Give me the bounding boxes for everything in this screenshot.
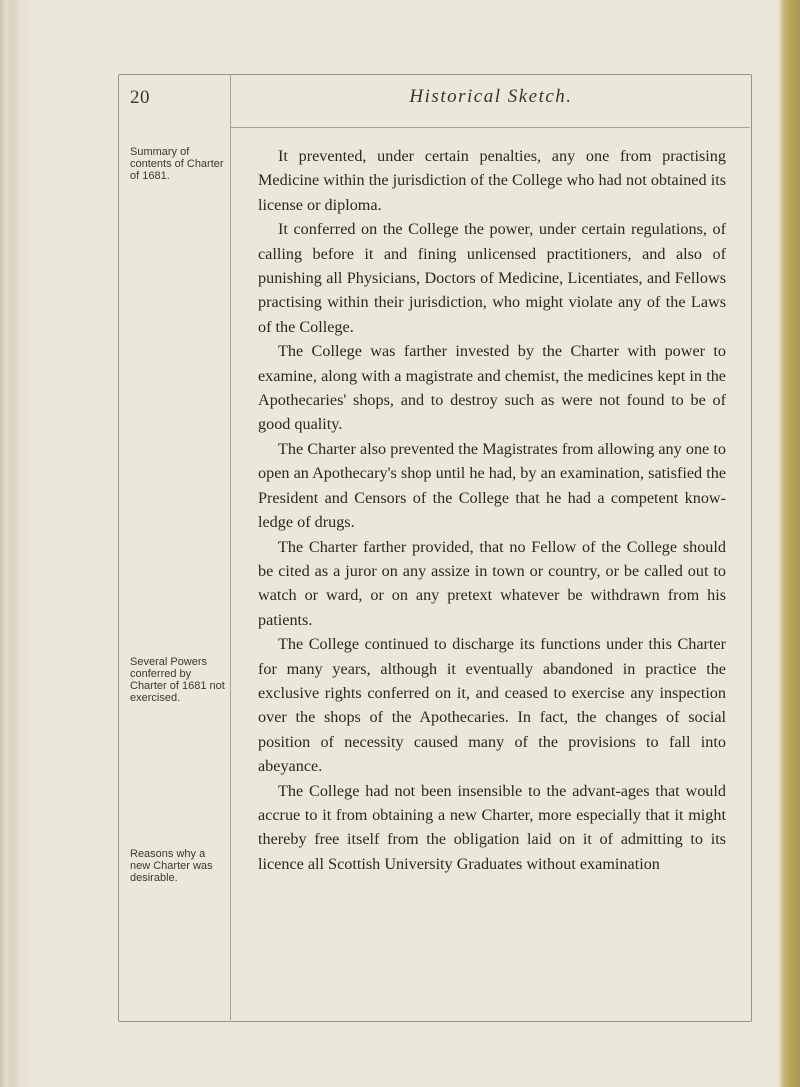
page-right-edge	[778, 0, 800, 1087]
paragraph-apothecary-shop: The Charter also prevented the Magistrates from allowing any one to open an Apothecary's shop until he had, by an examination, satisfied the President and Censors of the College that he had a competent know-ledge of drugs.	[258, 439, 726, 532]
paragraph-functions-abeyance: The College continued to discharge its functions under this Charter for many years, although it eventually abandoned in practice the exclusive rights conferred on it, and ceased to exercise any inspection over the shops of the Apothecaries. In fact, the changes of social position of necessity caused many of the provisions to fall into abeyance.	[258, 635, 726, 776]
sidenote-several-powers: Several Powers conferred by Charter of 1681 not exercised.	[130, 656, 225, 704]
sidenote-reasons: Reasons why a new Charter was desirable.	[130, 848, 213, 884]
sidenote-summary: Summary of contents of Charter of 1681.	[130, 146, 224, 182]
header-rule	[230, 127, 750, 128]
body-text	[258, 144, 726, 876]
paragraph-examine-medicines: The College was farther invested by the Charter with power to examine, along with a magistrate and chemist, the medicines kept in the Apothecaries' shops, and to destroy such as were not found to be of good quality.	[258, 342, 726, 434]
margin-column-rule	[230, 74, 231, 1020]
book-gutter-edge	[0, 0, 34, 1087]
paragraph-new-charter: The College had not been insensible to the advant-ages that would accrue to it from obtaining a new Charter, more especially that it might thereby free itself from the obligation laid on it of admitting to its licence all Scottish University Graduates without examination	[258, 781, 726, 873]
paragraph-juror-exemption: The Charter farther provided, that no Fellow of the College should be cited as a juror on any assize in town or country, or be called out to watch or ward, or on any pretext whatever be withdrawn from his patients.	[258, 537, 726, 629]
paragraph-conferred: It conferred on the College the power, under certain regulations, of calling before it and fining unlicensed practitioners, and also of punishing all Physicians, Doctors of Medicine, Licentiates, and Fellows practising within their jurisdiction, who might violate any of the Laws of the College.	[258, 220, 726, 336]
paragraph-prevented: It prevented, under certain penalties, any one from practising Medicine within the jurisdiction of the College who had not obtained its license or diploma.	[258, 147, 726, 214]
running-title: Historical Sketch.	[409, 86, 573, 107]
page-number: 20	[130, 87, 150, 108]
